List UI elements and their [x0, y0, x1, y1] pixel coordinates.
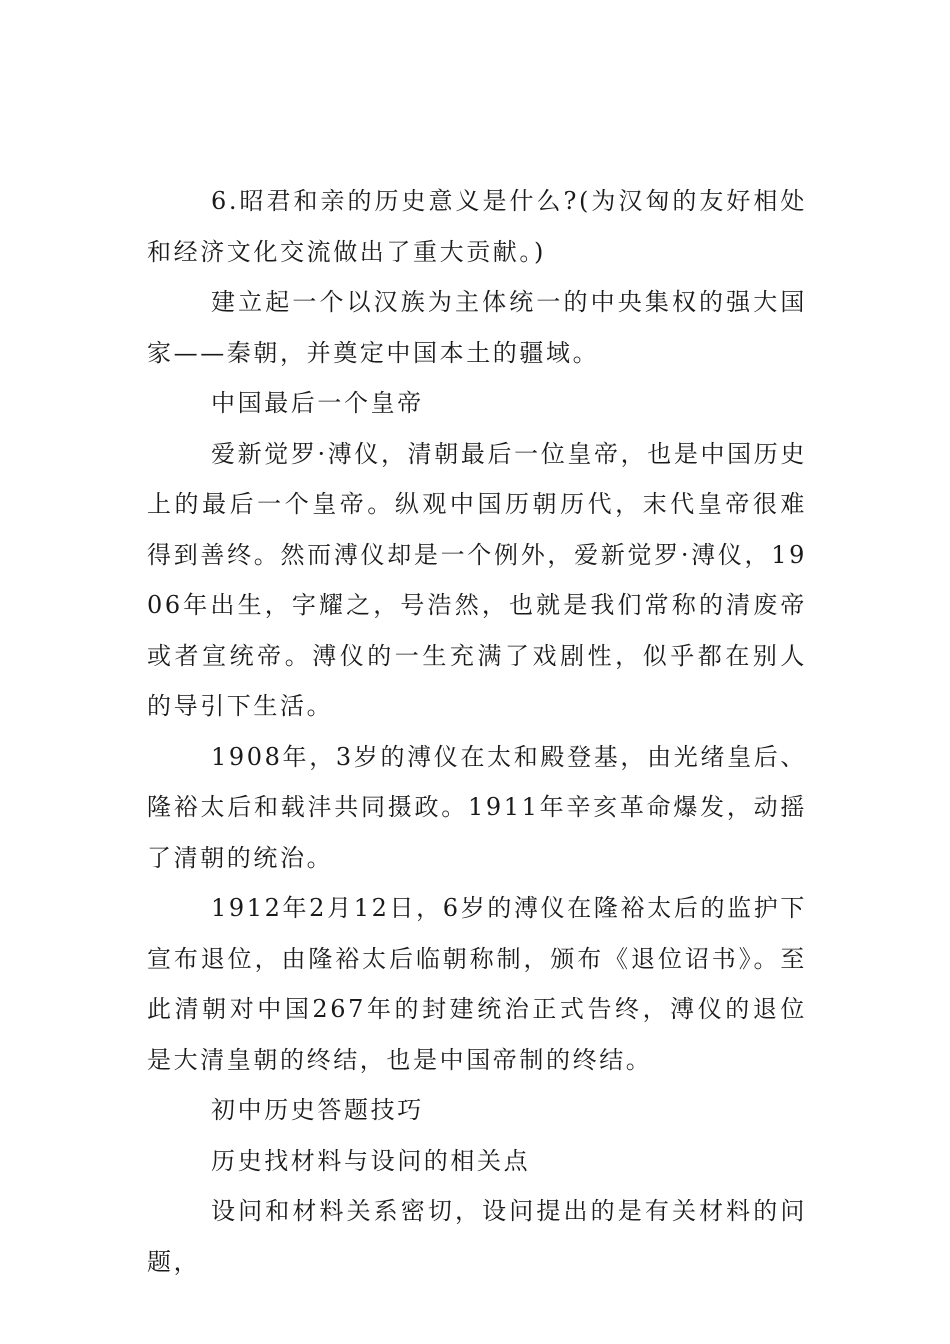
- paragraph-question-material: 设问和材料关系密切，设问提出的是有关材料的问题，: [147, 1197, 807, 1276]
- paragraph-zhaojun-significance: 6.昭君和亲的历史意义是什么?(为汉匈的友好相处和经济文化交流做出了重大贡献。): [147, 187, 807, 266]
- paragraph-qin-dynasty: 建立起一个以汉族为主体统一的中央集权的强大国家——秦朝，并奠定中国本土的疆域。: [147, 288, 807, 367]
- section-heading-answer-tips: 初中历史答题技巧: [211, 1096, 424, 1124]
- paragraph-puyi-abdication: 1912年2月12日，6岁的溥仪在隆裕太后的监护下宣布退位，由隆裕太后临朝称制，颁布《退位诏书》。至此清朝对中国267年的封建统治正式告终，溥仪的退位是大清皇朝的终结，也是中国帝制的终结。: [147, 894, 807, 1074]
- subheading-material-question: 历史找材料与设问的相关点: [211, 1146, 531, 1175]
- section-heading-last-emperor: 中国最后一个皇帝: [211, 389, 424, 417]
- paragraph-puyi-1908: 1908年，3岁的溥仪在太和殿登基，由光绪皇后、隆裕太后和载沣共同摄政。1911年辛亥革命爆发，动摇了清朝的统治。: [147, 742, 807, 872]
- paragraph-puyi-intro: 爱新觉罗·溥仪，清朝最后一位皇帝，也是中国历史上的最后一个皇帝。纵观中国历朝历代，末代皇帝很难得到善终。然而溥仪却是一个例外，爱新觉罗·溥仪，1906年出生，字耀之，号浩然，也就是我们常称的清废帝或者宣统帝。溥仪的一生充满了戏剧性，似乎都在别人的导引下生活。: [147, 439, 807, 720]
- document-body: [147, 176, 807, 1287]
